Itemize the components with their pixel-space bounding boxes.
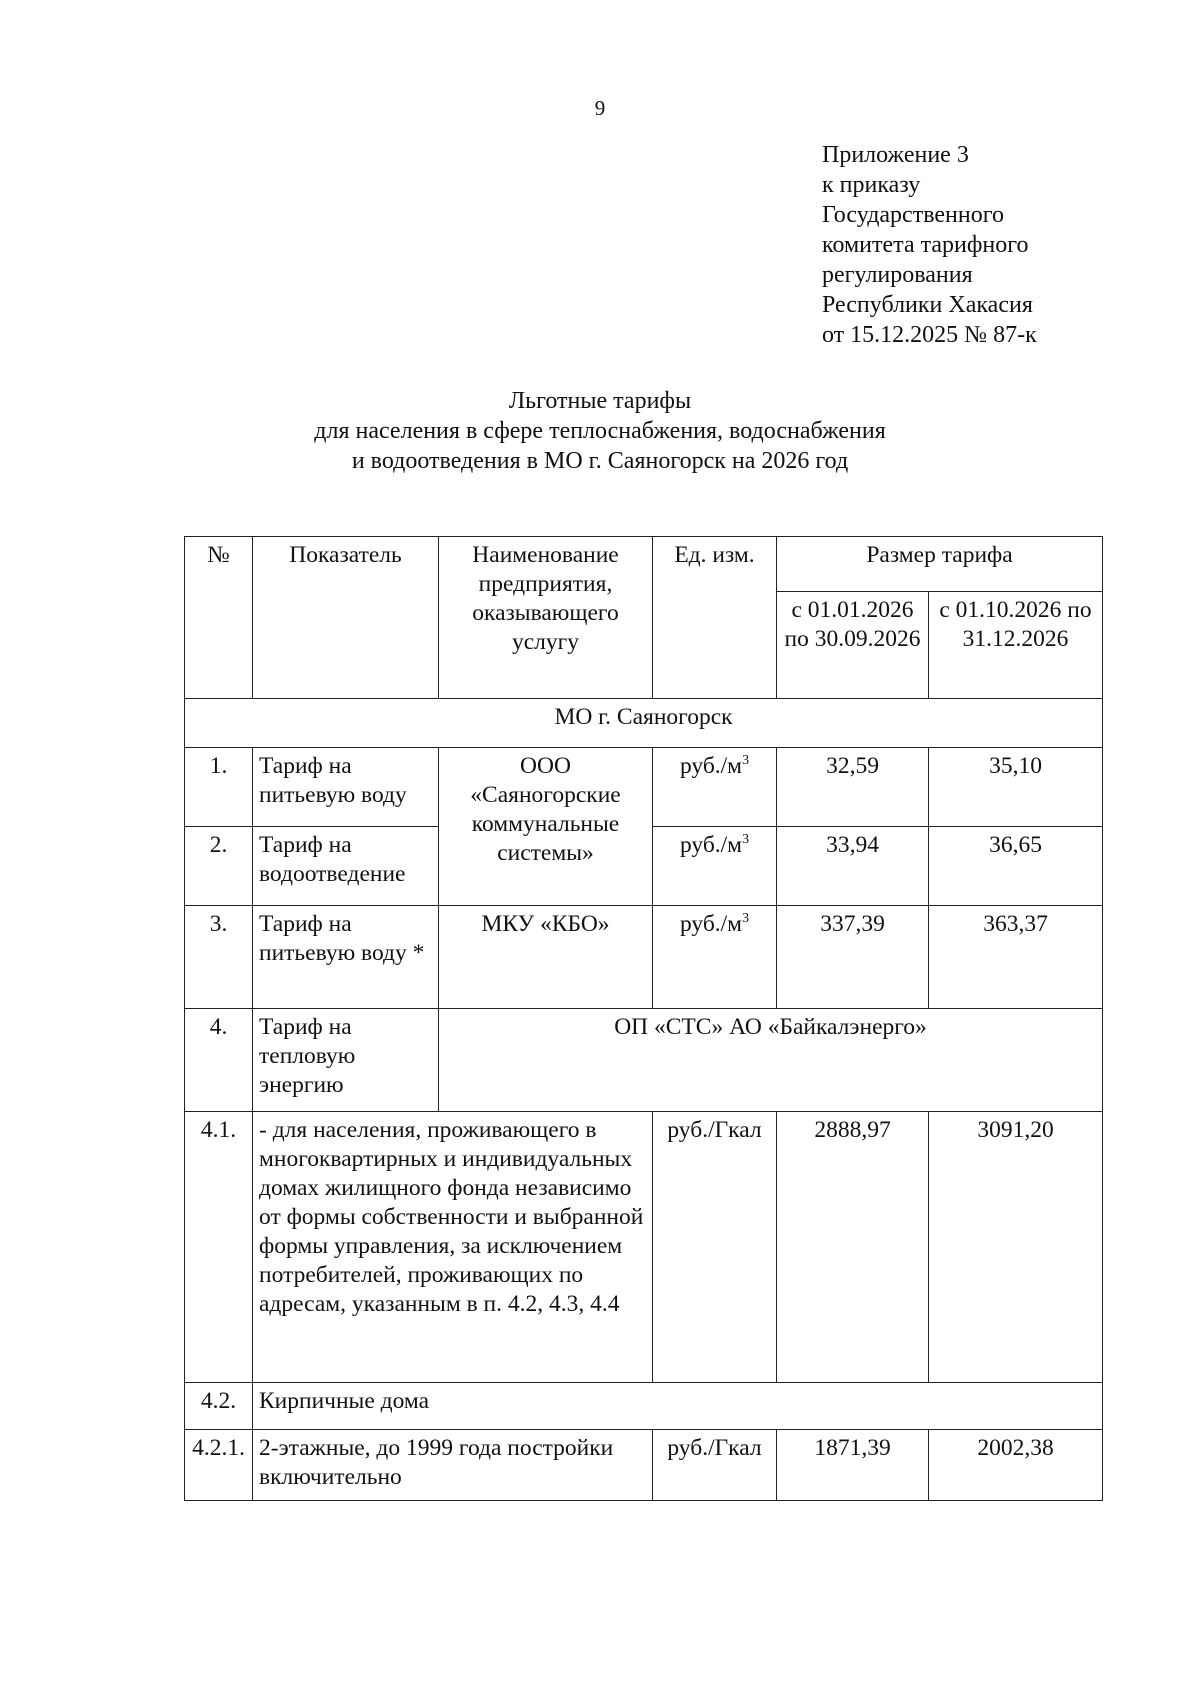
row-value-2: 363,37 [929, 906, 1103, 1009]
table-row [185, 906, 1103, 1009]
tariff-table [184, 536, 1103, 1501]
table-row [185, 1009, 1103, 1112]
row-value-1: 1871,39 [777, 1430, 929, 1501]
row-value-2: 36,65 [929, 827, 1103, 906]
unit-sup: 3 [742, 832, 750, 848]
row-unit: руб./Гкал [653, 1430, 777, 1501]
table-row [185, 1112, 1103, 1383]
approval-line: Республики Хакасия [822, 292, 1033, 318]
row-num: 4.2.1. [185, 1430, 253, 1501]
header-unit: Ед. изм. [653, 537, 777, 699]
row-num: 3. [185, 906, 253, 1009]
header-indicator: Показатель [253, 537, 439, 699]
row-company: ОП «СТС» АО «Байкалэнерго» [439, 1009, 1103, 1112]
unit-sup: 3 [742, 753, 750, 769]
row-unit: руб./Гкал [653, 1112, 777, 1383]
approval-line: Приложение 3 [822, 142, 969, 168]
row-indicator: Кирпичные дома [253, 1383, 1103, 1430]
row-value-2: 3091,20 [929, 1112, 1103, 1383]
section-row [185, 699, 1103, 748]
row-num: 4.1. [185, 1112, 253, 1383]
row-indicator: Тариф на питьевую воду [253, 748, 439, 827]
row-value-1: 337,39 [777, 906, 929, 1009]
approval-line: от 15.12.2025 № 87-к [822, 322, 1037, 348]
table-row [185, 748, 1103, 827]
row-indicator: Тариф на тепловую энергию [253, 1009, 439, 1112]
row-indicator: 2-этажные, до 1999 года постройки включительно [253, 1430, 653, 1501]
row-num: 2. [185, 827, 253, 906]
row-value-2: 35,10 [929, 748, 1103, 827]
row-value-1: 2888,97 [777, 1112, 929, 1383]
unit-base: руб./м [679, 832, 743, 858]
title-line: Льготные тарифы [508, 388, 692, 414]
row-value-1: 33,94 [777, 827, 929, 906]
approval-block [822, 140, 1037, 350]
page-number: 9 [594, 96, 606, 120]
approval-line: комитета тарифного [822, 232, 1029, 258]
row-value-2: 2002,38 [929, 1430, 1103, 1501]
row-indicator: - для населения, проживающего в многоквартирных и индивидуальных домах жилищного фонда независимо от формы собственности и выбранной формы управления, за исключением потребителей, проживающих по адресам, указанным в п. 4.2, 4.3, 4.4 [253, 1112, 653, 1383]
approval-line: регулирования [822, 262, 973, 288]
header-num: № [185, 537, 253, 699]
unit-base: руб./м [679, 753, 743, 779]
unit-base: руб./м [679, 911, 743, 937]
title-line: для населения в сфере теплоснабжения, водоснабжения [314, 418, 886, 444]
section-title: МО г. Саяногорск [185, 699, 1103, 748]
row-unit [653, 827, 777, 906]
table-row [185, 1430, 1103, 1501]
row-indicator: Тариф на водоотведение [253, 827, 439, 906]
table-header-row [185, 537, 1103, 592]
row-num: 4. [185, 1009, 253, 1112]
header-period-2: с 01.10.2026 по 31.12.2026 [929, 592, 1103, 699]
row-company: ООО «Саяногорские коммунальные системы» [439, 748, 653, 906]
approval-line: Государственного [822, 202, 1004, 228]
unit-sup: 3 [742, 911, 750, 927]
row-num: 4.2. [185, 1383, 253, 1430]
row-unit [653, 748, 777, 827]
header-tariff: Размер тарифа [777, 537, 1103, 592]
table-row [185, 1383, 1103, 1430]
row-unit [653, 906, 777, 1009]
header-company: Наименование предприятия, оказывающего услугу [439, 537, 653, 699]
row-indicator: Тариф на питьевую воду * [253, 906, 439, 1009]
title-line: и водоотведения в МО г. Саяногорск на 2026 год [351, 448, 849, 474]
row-company: МКУ «КБО» [439, 906, 653, 1009]
header-period-1: с 01.01.2026 по 30.09.2026 [777, 592, 929, 699]
row-num: 1. [185, 748, 253, 827]
row-value-1: 32,59 [777, 748, 929, 827]
approval-line: к приказу [822, 172, 921, 198]
document-title [0, 386, 1200, 476]
